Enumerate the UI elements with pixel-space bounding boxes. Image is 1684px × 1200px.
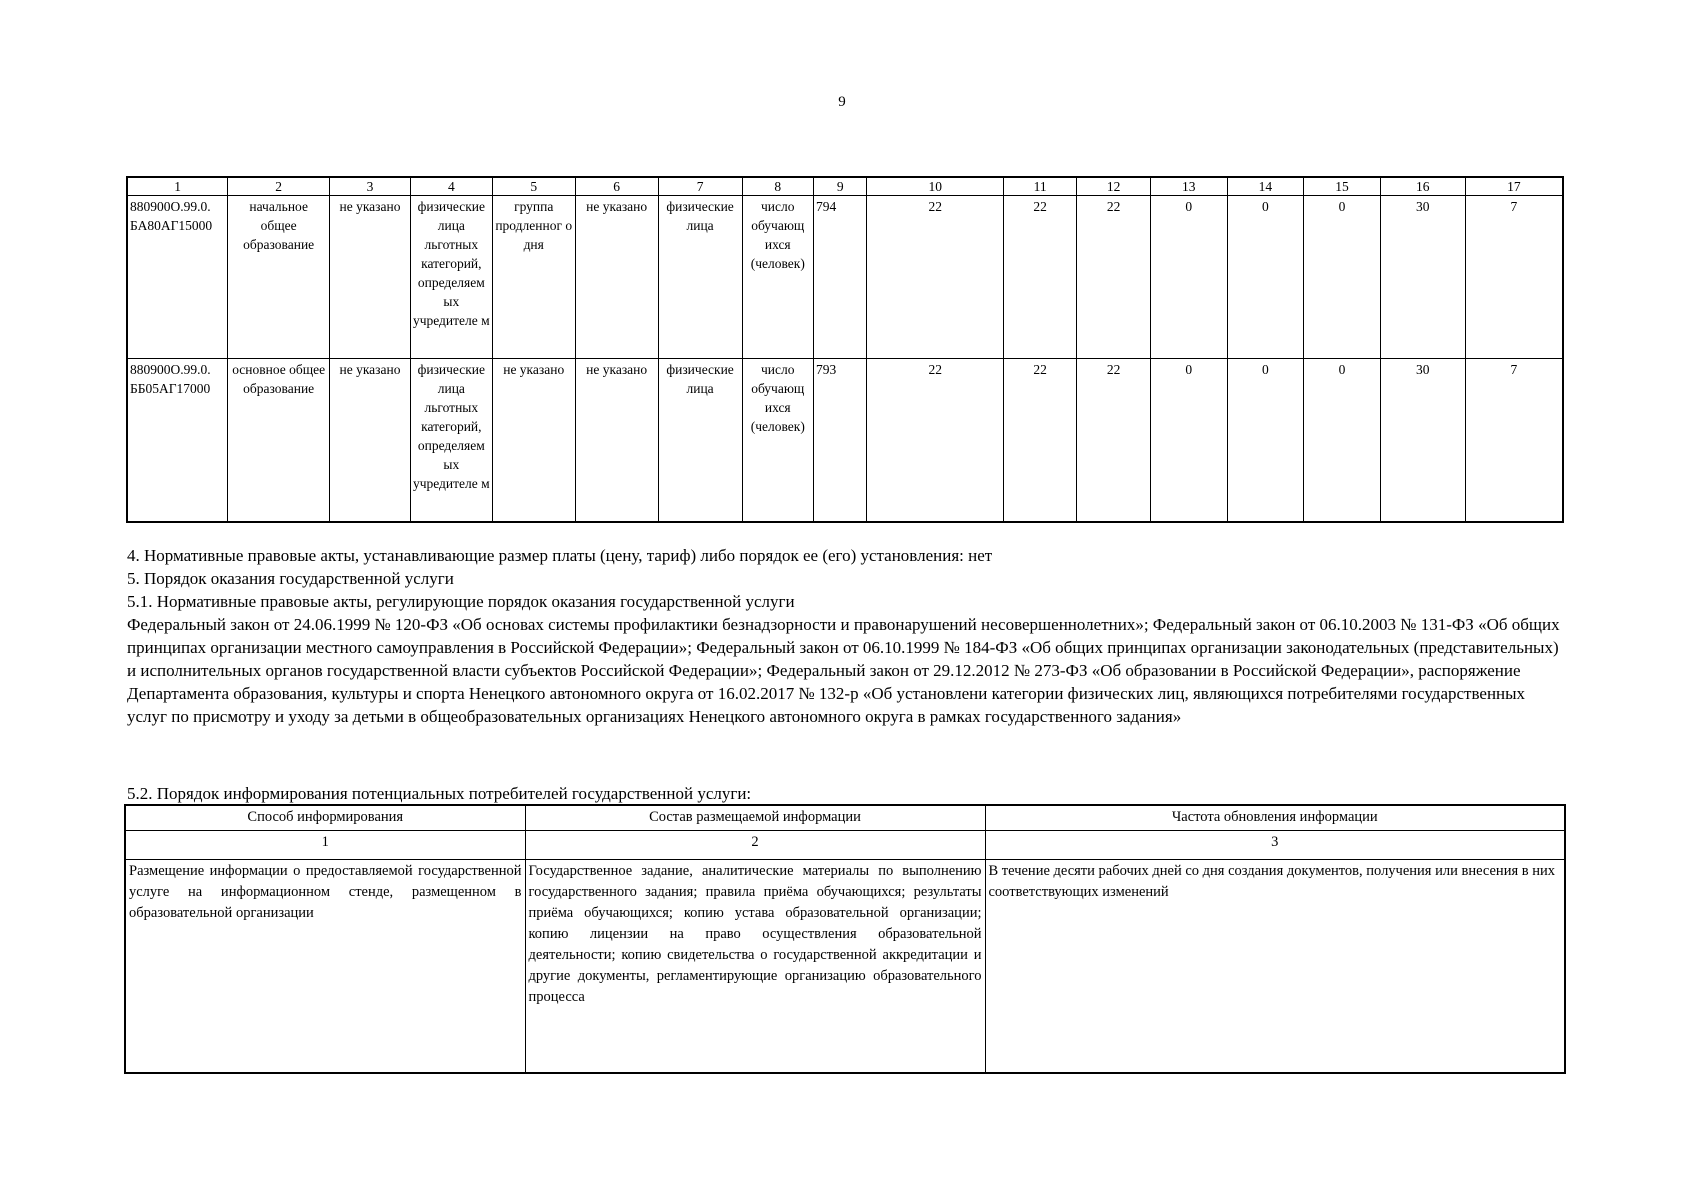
value-cell: 30 bbox=[1380, 359, 1465, 523]
consumer-category-cell: физические лица льготных категорий, определяем ых учредителе м bbox=[410, 196, 492, 359]
column-number: 16 bbox=[1380, 177, 1465, 196]
registry-code-cell: 880900О.99.0. ББ05АГ17000 bbox=[127, 359, 228, 523]
informing-method-cell: Размещение информации о предоставляемой государственной услуге на информационном стенде, размещенном в образовательной организации bbox=[125, 860, 525, 1074]
column-number: 3 bbox=[985, 831, 1565, 860]
value-cell: 0 bbox=[1150, 359, 1227, 523]
column-number: 4 bbox=[410, 177, 492, 196]
column-number-row bbox=[127, 177, 1563, 196]
informing-procedure-table bbox=[124, 804, 1566, 1074]
table-cell: группа продленног о дня bbox=[492, 196, 575, 359]
indicator-cell: число обучающ ихся (человек) bbox=[742, 196, 813, 359]
table-cell: физические лица bbox=[658, 359, 742, 523]
column-number: 3 bbox=[330, 177, 411, 196]
header-row bbox=[125, 805, 1565, 831]
table-row bbox=[125, 860, 1565, 1074]
value-cell: 22 bbox=[1003, 359, 1076, 523]
column-number: 5 bbox=[492, 177, 575, 196]
service-volume-table bbox=[126, 176, 1564, 523]
value-cell: 30 bbox=[1380, 196, 1465, 359]
value-cell: 7 bbox=[1465, 196, 1563, 359]
update-frequency-cell: В течение десяти рабочих дней со дня создания документов, получения или внесения в них соответствующих изменений bbox=[985, 860, 1565, 1074]
column-number: 9 bbox=[813, 177, 867, 196]
table-cell: не указано bbox=[330, 196, 411, 359]
column-number: 8 bbox=[742, 177, 813, 196]
column-header: Состав размещаемой информации bbox=[525, 805, 985, 831]
value-cell: 22 bbox=[1077, 359, 1150, 523]
section-5-2-heading: 5.2. Порядок информирования потенциальных потребителей государственной услуги: bbox=[127, 784, 752, 803]
okei-code-cell: 794 bbox=[813, 196, 867, 359]
information-content-cell: Государственное задание, аналитические материалы по выполнению государственного задания; правила приёма обучающихся; результаты приёма обучающихся; копию устава образовательной организации; копию лицензии на право осуществления образовательной деятельности; копию свидетельства о государственной аккредитации и другие документы, регламентирующие организацию образовательного процесса bbox=[525, 860, 985, 1074]
column-number: 11 bbox=[1003, 177, 1076, 196]
value-cell: 22 bbox=[867, 196, 1003, 359]
registry-code-cell: 880900О.99.0. БА80АГ15000 bbox=[127, 196, 228, 359]
consumer-category-cell: физические лица льготных категорий, определяем ых учредителе м bbox=[410, 359, 492, 523]
column-number: 17 bbox=[1465, 177, 1563, 196]
table-cell: не указано bbox=[330, 359, 411, 523]
value-cell: 0 bbox=[1150, 196, 1227, 359]
section-5-heading: 5. Порядок оказания государственной услуги bbox=[127, 569, 454, 588]
column-number-row bbox=[125, 831, 1565, 860]
table-cell: не указано bbox=[575, 359, 658, 523]
value-cell: 22 bbox=[1003, 196, 1076, 359]
value-cell: 0 bbox=[1227, 359, 1304, 523]
page-number: 9 bbox=[838, 94, 846, 110]
value-cell: 0 bbox=[1304, 359, 1381, 523]
table-cell: не указано bbox=[492, 359, 575, 523]
okei-code-cell: 793 bbox=[813, 359, 867, 523]
value-cell: 0 bbox=[1227, 196, 1304, 359]
education-level-cell: основное общее образование bbox=[228, 359, 330, 523]
table-cell: не указано bbox=[575, 196, 658, 359]
indicator-cell: число обучающ ихся (человек) bbox=[742, 359, 813, 523]
column-number: 1 bbox=[125, 831, 525, 860]
column-number: 2 bbox=[525, 831, 985, 860]
column-number: 7 bbox=[658, 177, 742, 196]
value-cell: 0 bbox=[1304, 196, 1381, 359]
section-4-text: 4. Нормативные правовые акты, устанавливающие размер платы (цену, тариф) либо порядок ее (его) установления: нет bbox=[127, 546, 993, 565]
table-row bbox=[127, 196, 1563, 359]
column-header: Способ информирования bbox=[125, 805, 525, 831]
column-number: 1 bbox=[127, 177, 228, 196]
section-5-1-heading: 5.1. Нормативные правовые акты, регулирующие порядок оказания государственной услуги bbox=[127, 592, 795, 611]
table-row bbox=[127, 359, 1563, 523]
legal-acts-paragraph: Федеральный закон от 24.06.1999 № 120-ФЗ «Об основах системы профилактики безнадзорности и правонарушений несовершеннолетних»; Федеральный закон от 06.10.2003 № 131-ФЗ «Об общих принципах организации местного самоуправления в Российской Федерации»; Федеральный закон от 06.10.1999 № 184-ФЗ «Об общих принципах организации законодательных (представительных) и исполнительных органов государственной власти субъектов Российской Федерации»; Федеральный закон от 29.12.2012 № 273-ФЗ «Об образовании в Российской Федерации», распоряжение Департамента образования, культуры и спорта Ненецкого автономного округа от 16.02.2017 № 132-р «Об установлени категории физических лиц, являющихся потребителями государственных услуг по присмотру и уходу за детьми в общеобразовательных организациях Ненецкого автономного округа в рамках государственного задания» bbox=[127, 615, 1560, 726]
table-cell: физические лица bbox=[658, 196, 742, 359]
column-number: 15 bbox=[1304, 177, 1381, 196]
column-number: 13 bbox=[1150, 177, 1227, 196]
education-level-cell: начальное общее образование bbox=[228, 196, 330, 359]
column-number: 14 bbox=[1227, 177, 1304, 196]
value-cell: 22 bbox=[1077, 196, 1150, 359]
column-number: 2 bbox=[228, 177, 330, 196]
column-number: 10 bbox=[867, 177, 1003, 196]
value-cell: 22 bbox=[867, 359, 1003, 523]
value-cell: 7 bbox=[1465, 359, 1563, 523]
column-number: 6 bbox=[575, 177, 658, 196]
column-header: Частота обновления информации bbox=[985, 805, 1565, 831]
column-number: 12 bbox=[1077, 177, 1150, 196]
